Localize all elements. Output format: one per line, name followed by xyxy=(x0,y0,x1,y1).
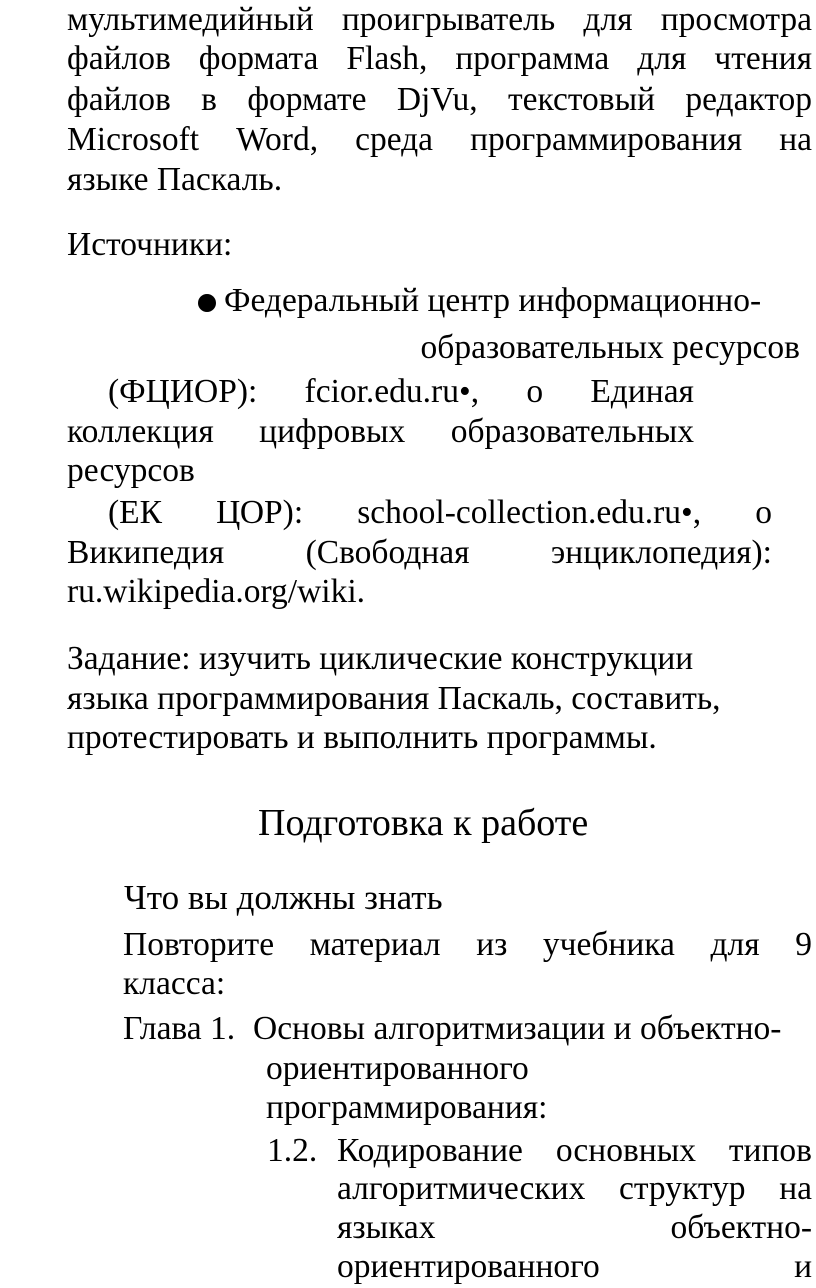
word: формате xyxy=(247,81,367,118)
word: образовательных xyxy=(450,413,694,450)
word: в xyxy=(201,81,217,118)
sources-bullet-1-line-1: Федеральный центр информационно- xyxy=(224,282,762,319)
word: структур xyxy=(619,1170,746,1207)
item-line-2 xyxy=(337,1171,812,1207)
word: DjVu, xyxy=(396,81,478,118)
word: редактор xyxy=(685,81,812,118)
word: из xyxy=(476,926,508,963)
item-line-1 xyxy=(337,1133,812,1169)
bullet-icon xyxy=(198,294,216,312)
word: для xyxy=(710,926,760,963)
word: (ЕК xyxy=(108,494,162,531)
word: чтения xyxy=(714,40,812,77)
item-number: 1.2. xyxy=(267,1132,318,1169)
word: Повторите xyxy=(123,926,275,963)
word: энциклопедия): xyxy=(550,534,772,571)
word: на xyxy=(779,121,812,158)
sources-line-3 xyxy=(108,374,694,410)
task-line-2: языка программирования Паскаль, составить, xyxy=(67,680,721,717)
word: материал xyxy=(309,926,441,963)
chapter-line-1: Основы алгоритмизации и объектно- xyxy=(253,1010,782,1047)
word: Flash, xyxy=(346,40,428,77)
intro-line-1 xyxy=(67,2,812,38)
sources-line-6 xyxy=(108,495,772,531)
sources-line-7 xyxy=(67,535,772,571)
word: проигрыватель xyxy=(341,1,556,38)
chapter-line-3: программирования: xyxy=(266,1089,548,1126)
word: текстовый xyxy=(508,81,656,118)
word: объектно- xyxy=(670,1209,812,1246)
sources-line-8: ru.wikipedia.org/wiki. xyxy=(67,573,366,610)
section-title: Подготовка к работе xyxy=(258,802,589,844)
word: мультимедийный xyxy=(67,1,314,38)
bullet-marker: o xyxy=(755,494,772,531)
word: программа xyxy=(455,40,610,77)
word: формата xyxy=(198,40,319,77)
word: на xyxy=(779,1170,812,1207)
word: Microsoft xyxy=(67,121,200,158)
word: файлов xyxy=(67,40,171,77)
word: Кодирование xyxy=(337,1132,523,1169)
item-line-4 xyxy=(337,1249,812,1285)
intro-line-3 xyxy=(67,82,812,118)
word: и xyxy=(794,1248,812,1285)
word: цифровых xyxy=(259,413,406,450)
sources-label: Источники: xyxy=(67,226,233,263)
word: коллекция xyxy=(67,413,214,450)
word: Word, xyxy=(236,121,319,158)
word: (ФЦИОР): xyxy=(108,373,258,410)
sources-bullet-1-line-2: образовательных ресурсов xyxy=(420,329,800,366)
sources-line-4 xyxy=(67,414,694,450)
chapter-label: Глава 1. xyxy=(123,1010,236,1047)
word: Единая xyxy=(590,373,694,410)
word: Википедия xyxy=(67,534,225,571)
word: ЦОР): xyxy=(216,494,304,531)
word: просмотра xyxy=(660,1,812,38)
task-line-3: протестировать и выполнить программы. xyxy=(67,719,657,756)
link: fcior.edu.ru•, xyxy=(304,373,480,410)
word: учебника xyxy=(542,926,675,963)
intro-line-2 xyxy=(67,41,812,77)
intro-line-4 xyxy=(67,122,812,158)
link: school-collection.edu.ru•, xyxy=(357,494,702,531)
sources-line-5: ресурсов xyxy=(67,452,195,489)
task-line-1: Задание: изучить циклические конструкции xyxy=(67,640,694,677)
word: для xyxy=(637,40,687,77)
repeat-line-2: класса: xyxy=(123,965,226,1002)
intro-line-5: языке Паскаль. xyxy=(67,161,283,198)
word: (Свободная xyxy=(305,534,470,571)
bullet-marker: o xyxy=(526,373,544,410)
word: типов xyxy=(728,1132,812,1169)
word: программирования xyxy=(470,121,743,158)
word: для xyxy=(583,1,633,38)
word: ориентированного xyxy=(337,1248,600,1285)
item-line-3 xyxy=(337,1210,812,1246)
chapter-line-2: ориентированного xyxy=(266,1050,529,1087)
word: 9 xyxy=(795,926,812,963)
word: файлов xyxy=(67,81,171,118)
word: среда xyxy=(355,121,434,158)
repeat-line-1 xyxy=(123,927,812,963)
word: основных xyxy=(555,1132,696,1169)
word: языках xyxy=(337,1209,436,1246)
section-subtitle: Что вы должны знать xyxy=(124,878,443,917)
word: алгоритмических xyxy=(337,1170,586,1207)
